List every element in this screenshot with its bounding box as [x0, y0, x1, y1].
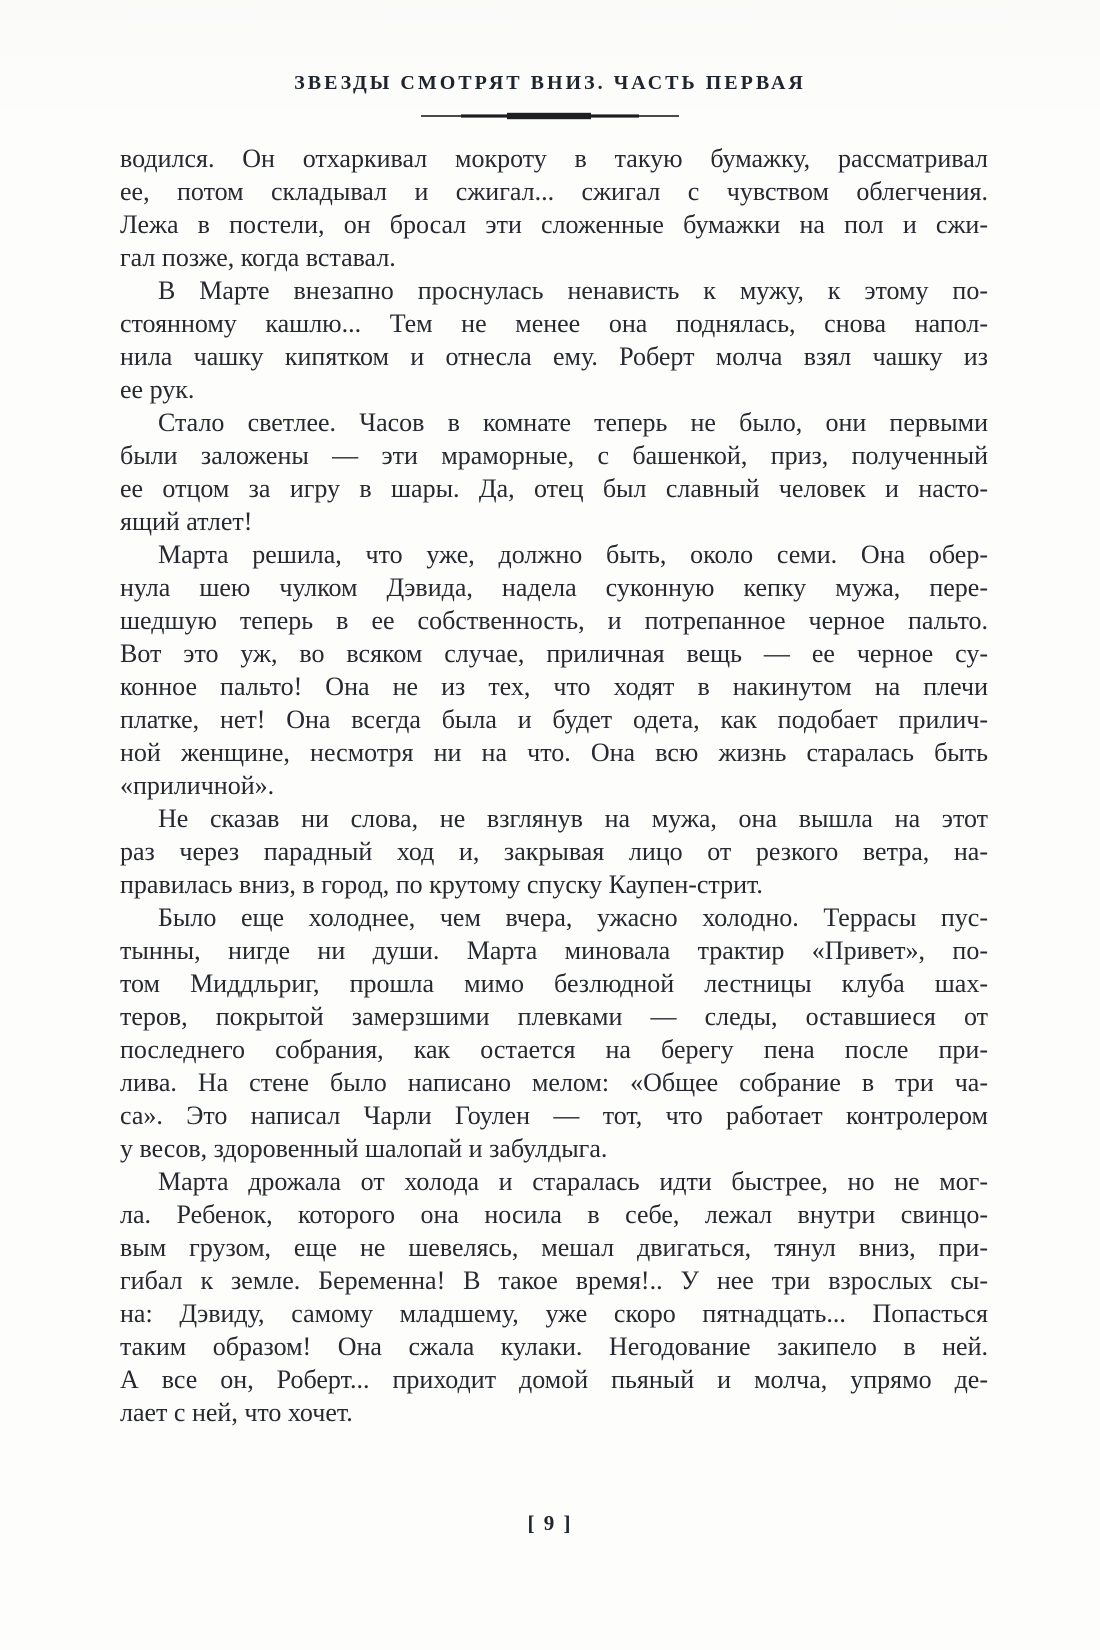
text-line: таким образом! Она сжала кулаки. Негодование закипело в ней.: [120, 1332, 988, 1361]
text-line: гибал к земле. Беременна! В такое время!.. У нее три взрослых сы-: [120, 1266, 988, 1295]
text-line: ее, потом складывал и сжигал... сжигал с чувством облегчения.: [120, 177, 988, 206]
text-line: платке, нет! Она всегда была и будет одета, как подобает прилич-: [120, 705, 988, 734]
paragraph: [120, 406, 988, 538]
text-line: ее отцом за игру в шары. Да, отец был славный человек и насто-: [120, 474, 988, 503]
text-line: нула шею чулком Дэвида, надела суконную кепку мужа, пере-: [120, 573, 988, 602]
paragraph: [120, 1165, 988, 1429]
text-line: правилась вниз, в город, по крутому спуску Каупен-стрит.: [120, 870, 763, 899]
paragraph: [120, 142, 988, 274]
text-line: гал позже, когда вставал.: [120, 243, 396, 272]
paragraph: [120, 274, 988, 406]
text-line: Лежа в постели, он бросал эти сложенные бумажки на пол и сжи-: [120, 210, 988, 239]
text-line: Марта решила, что уже, должно быть, около семи. Она обер-: [158, 540, 988, 569]
running-header: ЗВЕЗДЫ СМОТРЯТ ВНИЗ. ЧАСТЬ ПЕРВАЯ: [294, 72, 806, 94]
text-line: Марта дрожала от холода и старалась идти быстрее, но не мог-: [158, 1167, 988, 1196]
swelled-rule-icon: [421, 111, 679, 121]
text-line: Вот это уж, во всяком случае, приличная вещь — ее черное су-: [120, 639, 988, 668]
text-line: у весов, здоровенный шалопай и забулдыга.: [120, 1134, 608, 1163]
text-line: том Миддльриг, прошла мимо безлюдной лестницы клуба шах-: [120, 969, 988, 998]
paragraph: [120, 802, 988, 901]
text-line: тынны, нигде ни души. Марта миновала трактир «Привет», по-: [120, 936, 988, 965]
text-line: шедшую теперь в ее собственность, и потрепанное черное пальто.: [120, 606, 988, 635]
text-line: В Марте внезапно проснулась ненависть к мужу, к этому по-: [158, 276, 988, 305]
text-line: Было еще холоднее, чем вчера, ужасно холодно. Террасы пус-: [158, 903, 988, 932]
text-line: вым грузом, еще не шевелясь, мешал двигаться, тянул вниз, при-: [120, 1233, 988, 1262]
text-line: конное пальто! Она не из тех, что ходят в накинутом на плечи: [120, 672, 988, 701]
text-line: лива. На стене было написано мелом: «Общее собрание в три ча-: [120, 1068, 988, 1097]
text-line: «приличной».: [120, 771, 275, 800]
text-line: стоянному кашлю... Тем не менее она поднялась, снова напол-: [120, 309, 988, 338]
text-line: лает с ней, что хочет.: [120, 1398, 353, 1427]
text-line: ла. Ребенок, которого она носила в себе, лежал внутри свинцо-: [120, 1200, 988, 1229]
text-line: были заложены — эти мраморные, с башенкой, приз, полученный: [120, 441, 988, 470]
text-line: раз через парадный ход и, закрывая лицо от резкого ветра, на-: [120, 837, 988, 866]
paragraph: [120, 538, 988, 802]
text-line: са». Это написал Чарли Гоулен — тот, что работает контролером: [120, 1101, 988, 1130]
text-line: ящий атлет!: [120, 507, 253, 536]
text-line: ее рук.: [120, 375, 195, 404]
text-line: А все он, Роберт... приходит домой пьяный и молча, упрямо де-: [120, 1365, 988, 1394]
text-line: на: Дэвиду, самому младшему, уже скоро пятнадцать... Попасться: [120, 1299, 988, 1328]
text-line: Стало светлее. Часов в комнате теперь не было, они первыми: [158, 408, 988, 437]
text-line: Не сказав ни слова, не взглянув на мужа, она вышла на этот: [158, 804, 988, 833]
header-divider: [0, 111, 1100, 121]
text-block: [120, 142, 988, 1429]
text-line: водился. Он отхаркивал мокроту в такую бумажку, рассматривал: [120, 144, 988, 173]
paragraph: [120, 901, 988, 1165]
page-number: [ 9 ]: [527, 1511, 573, 1535]
text-line: последнего собрания, как остается на берегу пена после при-: [120, 1035, 988, 1064]
text-line: нила чашку кипятком и отнесла ему. Роберт молча взял чашку из: [120, 342, 988, 371]
text-line: ной женщине, несмотря ни на что. Она всю жизнь старалась быть: [120, 738, 988, 767]
text-line: теров, покрытой замерзшими плевками — следы, оставшиеся от: [120, 1002, 988, 1031]
